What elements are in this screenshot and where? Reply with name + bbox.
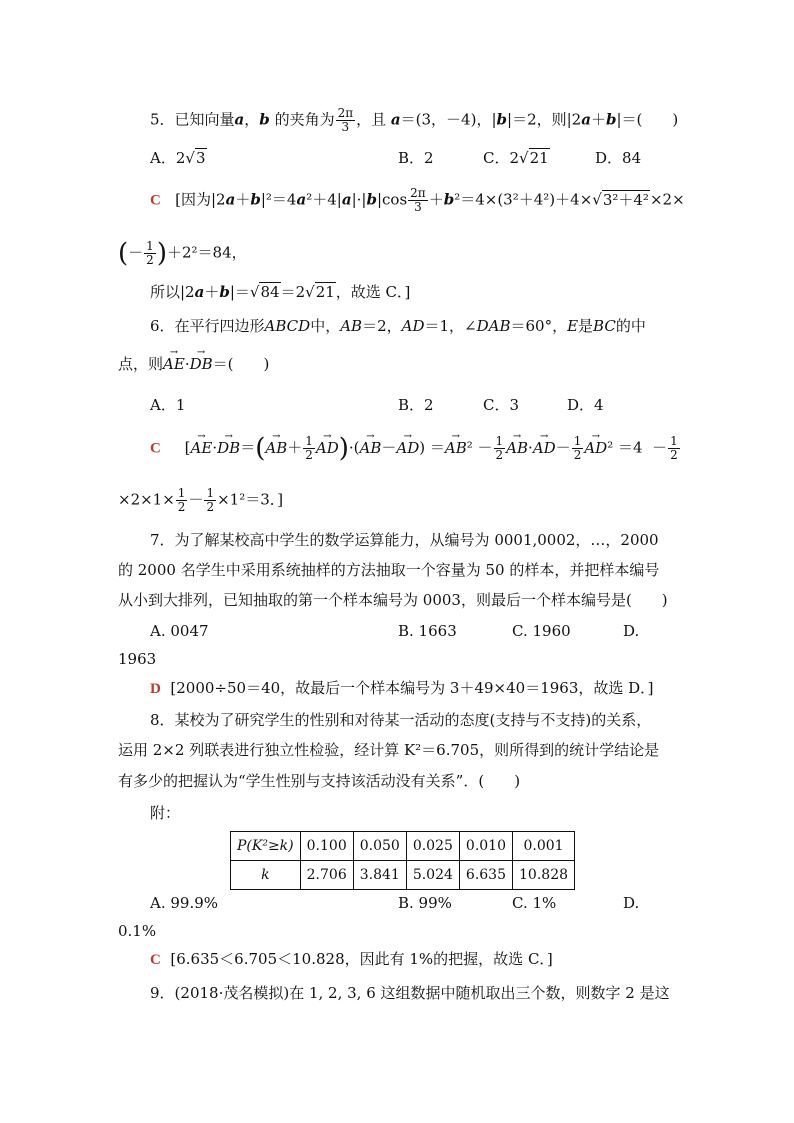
q8-option-b: B. 99% bbox=[398, 894, 452, 912]
q8-stem-line1: 8．某校为了研究学生的性别和对待某一活动的态度(支持与不支持)的关系， bbox=[150, 711, 652, 729]
q7-option-a: A. 0047 bbox=[150, 622, 209, 640]
q7-stem-line2: 的 2000 名学生中采用系统抽样的方法抽取一个容量为 50 的样本，并把样本编号 bbox=[118, 561, 660, 579]
q5-option-b: B．2 bbox=[398, 149, 434, 167]
q7-stem-line3: 从小到大排列，已知抽取的第一个样本编号为 0003，则最后一个样本编号是( ) bbox=[118, 591, 668, 609]
table-cell: 0.050 bbox=[353, 832, 406, 861]
q5-solution-line3: 所以|2a＋b|＝√84＝2√21，故选 C．] bbox=[150, 283, 411, 301]
q6-stem-line1: 6．在平行四边形ABCD中，AB＝2，AD＝1，∠DAB＝60°，E是BC的中 bbox=[150, 317, 646, 335]
q8-stem-line3: 有多少的把握认为“学生性别与支持该活动没有关系”．( ) bbox=[118, 772, 521, 790]
q7-option-d: D. bbox=[623, 622, 640, 640]
table-header-cell: P(K²≥k) bbox=[231, 832, 301, 861]
q8-answer: C bbox=[150, 952, 161, 968]
table-row bbox=[231, 861, 575, 890]
table-cell: 6.635 bbox=[459, 861, 512, 890]
table-cell: 10.828 bbox=[513, 861, 575, 890]
table-cell: 0.001 bbox=[513, 832, 575, 861]
q6-solution-line2: ×2×1× $\frac{1}{2}$ － $\frac{1}{2}$ ×1²＝3．] bbox=[118, 486, 284, 514]
table-cell: 3.841 bbox=[353, 861, 406, 890]
q9-stem-line1: 9．(2018·茂名模拟)在 1, 2, 3, 6 这组数据中随机取出三个数，则数字 2 是这 bbox=[150, 984, 670, 1002]
table-cell: 0.010 bbox=[459, 832, 512, 861]
q8-option-d: D. bbox=[623, 894, 640, 912]
q7-option-c: C. 1960 bbox=[512, 622, 571, 640]
q5-option-d: D．84 bbox=[595, 149, 642, 167]
table-row bbox=[231, 832, 575, 861]
table-cell: 5.024 bbox=[406, 861, 459, 890]
q6-option-b: B．2 bbox=[398, 396, 434, 414]
q6-option-a: A．1 bbox=[150, 396, 186, 414]
table-header-cell: k bbox=[231, 861, 301, 890]
q8-appendix-label: 附： bbox=[150, 804, 181, 822]
q5-solution-line2: (－ $\frac{1}{2}$ )＋2²＝84， bbox=[118, 238, 247, 269]
q8-option-c: C. 1% bbox=[512, 894, 557, 912]
q6-stem-line2: 点，则→ AE·→ DB＝( ) bbox=[118, 354, 269, 374]
q7-answer: D bbox=[150, 681, 161, 697]
q5-solution-line1: C [因为|2a＋b|²＝4a²＋4|a|·|b|cos $\frac{2\pi}{3}$ ＋b²＝4×(3²＋4²)＋4×√3²＋4²×2× bbox=[150, 186, 685, 214]
q6-option-c: C．3 bbox=[483, 396, 520, 414]
q6-answer: C bbox=[150, 440, 161, 457]
q5-option-a: A．2√3 bbox=[150, 149, 206, 167]
q7-option-b: B. 1663 bbox=[398, 622, 457, 640]
q6-solution-line1: C [→ AE·→ DB＝(→ AB＋ $\frac{1}{2}$ → AD)·(→ AB－→ AD) ＝→ AB² － $\frac{1}{2}$ → AB·→ AD－ $\frac{1}{2}$ → AD² ＝4 － $\frac{1}{2}$ bbox=[150, 435, 681, 462]
q8-option-a: A. 99.9% bbox=[150, 894, 219, 912]
critical-value-table bbox=[230, 831, 575, 890]
q5-option-c: C．2√21 bbox=[483, 149, 549, 167]
table-cell: 2.706 bbox=[300, 861, 353, 890]
q8-option-d-value: 0.1% bbox=[118, 922, 157, 940]
q7-stem-line1: 7．为了解某校高中学生的数学运算能力，从编号为 0001,0002，…，2000 bbox=[150, 531, 659, 549]
table-cell: 0.025 bbox=[406, 832, 459, 861]
q7-solution: D [2000÷50＝40，故最后一个样本编号为 3＋49×40＝1963，故选 D．] bbox=[150, 679, 654, 697]
table-cell: 0.100 bbox=[300, 832, 353, 861]
q5-answer: C bbox=[150, 192, 161, 209]
q5-stem: 5．已知向量a，b 的夹角为 $\frac{2\pi}{3}$ ，且 a＝(3，－4)，|b|＝2，则|2a＋b|＝( ) bbox=[150, 106, 679, 134]
q7-option-d-value: 1963 bbox=[118, 650, 157, 668]
q6-option-d: D．4 bbox=[567, 396, 604, 414]
q8-stem-line2: 运用 2×2 列联表进行独立性检验，经计算 K²＝6.705，则所得到的统计学结论是 bbox=[118, 741, 660, 759]
q8-solution: C [6.635＜6.705＜10.828，因此有 1%的把握，故选 C．] bbox=[150, 950, 553, 968]
